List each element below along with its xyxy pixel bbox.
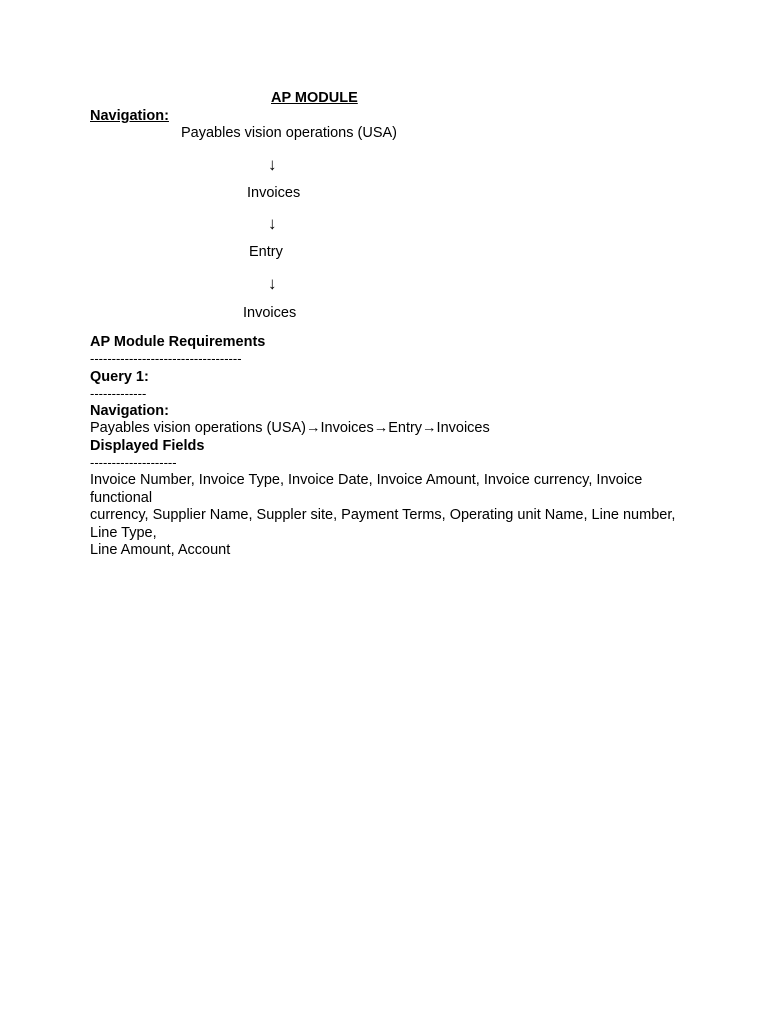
down-arrow-icon: ↓ bbox=[268, 214, 277, 233]
path-item-payables: Payables vision operations (USA) bbox=[90, 420, 306, 436]
query-navigation-label: Navigation: bbox=[90, 403, 169, 419]
navigation-heading: Navigation: bbox=[90, 108, 169, 124]
query-heading: Query 1: bbox=[90, 369, 149, 385]
right-arrow-icon: → bbox=[422, 420, 437, 436]
displayed-fields-divider: -------------------- bbox=[90, 455, 177, 470]
flow-step-invoices-final: Invoices bbox=[243, 305, 297, 321]
query-divider: ------------- bbox=[90, 386, 147, 401]
requirements-heading: AP Module Requirements bbox=[90, 334, 266, 350]
flow-step-payables: Payables vision operations (USA) bbox=[181, 125, 397, 141]
down-arrow-icon: ↓ bbox=[268, 155, 277, 174]
displayed-fields-line2: currency, Supplier Name, Suppler site, Payment Terms, Operating unit Name, Line number, Line Type, bbox=[90, 507, 676, 541]
requirements-divider: ----------------------------------- bbox=[90, 351, 242, 366]
displayed-fields-line3: Line Amount, Account bbox=[90, 542, 231, 558]
displayed-fields-line1: Invoice Number, Invoice Type, Invoice Date, Invoice Amount, Invoice currency, Invoice functional bbox=[90, 472, 643, 506]
query-navigation-path bbox=[90, 420, 490, 437]
path-item-invoices: Invoices bbox=[320, 420, 374, 436]
path-item-entry: Entry bbox=[388, 420, 423, 436]
down-arrow-icon: ↓ bbox=[268, 274, 277, 293]
path-item-invoices-final: Invoices bbox=[436, 420, 490, 436]
flow-step-invoices: Invoices bbox=[247, 185, 301, 201]
displayed-fields-heading: Displayed Fields bbox=[90, 438, 205, 454]
right-arrow-icon: → bbox=[373, 420, 389, 436]
right-arrow-icon: → bbox=[306, 420, 321, 436]
page-title: AP MODULE bbox=[271, 90, 358, 106]
flow-step-entry: Entry bbox=[249, 244, 283, 260]
